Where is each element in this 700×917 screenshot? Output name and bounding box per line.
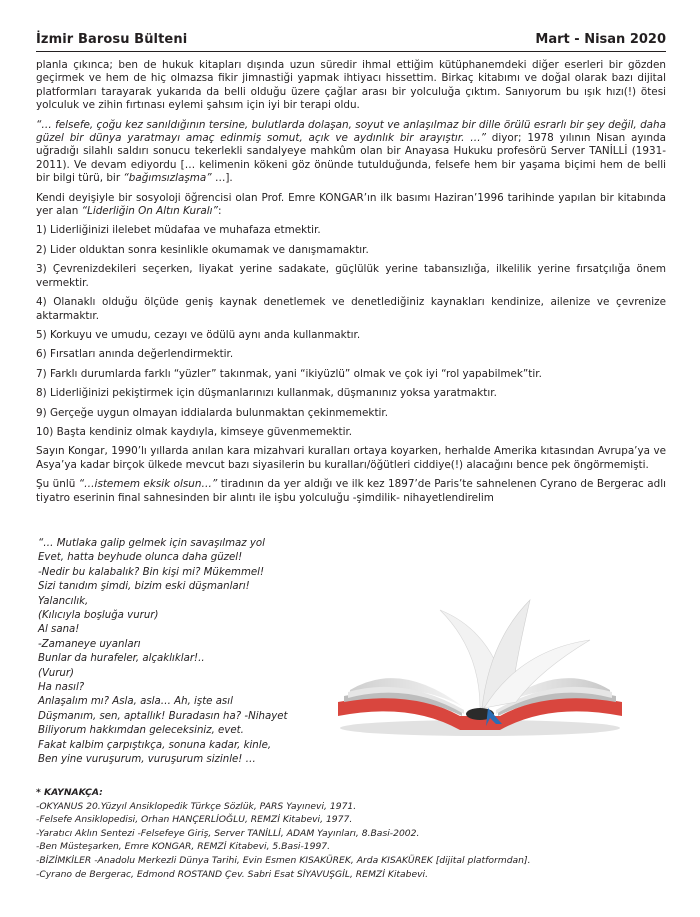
rule-item: 4) Olanaklı olduğu ölçüde geniş kaynak denetlemek ve denetlediğiniz kaynakları kendinize, ailenize ve çevrenize aktarmaktır. [36,296,666,322]
paragraph-cyrano [36,478,666,505]
reference-item: -Felsefe Ansiklopedisi, Orhan HANÇERLİOĞLU, REMZİ Kitabevi, 1977. [36,814,353,826]
reference-item: -Cyrano de Bergerac, Edmond ROSTAND Çev. Sabri Esat SİYAVUŞGİL, REMZİ Kitabevi. [36,868,429,880]
reference-item: -Ben Müsteşarken, Emre KONGAR, REMZİ Kitabevi, 5.Basi-1997. [36,841,331,853]
paragraph-tanilli-end: …]. [211,172,233,185]
poem-line: Düşmanım, sen, aptallık! Buradasın ha? -Nihayet [38,710,288,722]
publication-title: İzmir Barosu Bülteni [36,32,188,47]
poem-line: Sizi tanıdım şimdi, bizim eski düşmanları! [38,581,250,593]
rule-item: 8) Liderliğinizi pekiştirmek için düşmanlarınızı kullanmak, düşmanınız yoksa yaratmaktır. [36,387,497,400]
cyrano-quote: “…istemem eksik olsun…” [78,478,218,491]
rule-item: 5) Korkuyu ve umudu, cezayı ve ödülü aynı anda kullanmaktır. [36,328,361,341]
poem-line: Fakat kalbim çarpıştıkça, sonuna kadar, kinle, [38,739,272,751]
poem-line: Bunlar da hurafeler, alçaklıklar!.. [38,653,205,665]
poem-line: “… Mutlaka galip gelmek için savaşılmaz yol [38,538,265,549]
poem-line: (Kılıcıyla boşluğa vurur) [38,610,159,622]
independence-quote: “bağımsızlaşma” [123,172,212,185]
article-body [36,59,666,511]
paragraph-intro: planla çıkınca; ben de hukuk kitapları dışında uzun süredir ihmal ettiğim kütüphanemdeki diğer eserleri bir gözden geçirmek ve hem de hiç olmazsa fikir jimnastiği yapmak ihtiyacı hissettim. Birkaç kitabımı ve doğal olarak bazı dijital platformları tarayarak yukarıda da belli olduğu üzere çağlar arası bir yolculuğa çıktım. Sanıyorum bu ışık hızı(!) ötesi yolculuk ve zihin fırtınası eylemi şahsım için iyi bir terapi oldu. [36,59,666,112]
reference-item: -OKYANUS 20.Yüzyıl Ansiklopedik Türkçe Sözlük, PARS Yayınevi, 1971. [36,800,357,812]
references-heading: * KAYNAKÇA: [36,787,103,798]
references [36,786,636,881]
poem-line: Yalancılık, [38,595,89,607]
poem-line: -Nedir bu kalabalık? Bin kişi mi? Mükemmel! [38,566,265,578]
open-book-illustration [330,590,630,740]
reference-item: -BİZİMKİLER -Anadolu Merkezli Dünya Tarihi, Evin Esmen KISAKÜREK, Arda KISAKÜREK [dijital platformdan]. [36,854,531,866]
paragraph-tanilli [36,119,666,186]
golden-rules-title: “Liderliğin On Altın Kuralı” [81,205,218,218]
rule-item: 2) Lider olduktan sonra kesinlikle okumamak ve danışmamaktır. [36,243,369,256]
rule-item: 7) Farklı durumlarda farklı “yüzler” takınmak, yani “ikiyüzlü” olmak ve çok iyi “rol yapabilmek”tir. [36,367,542,380]
poem-line: (Vurur) [38,667,75,679]
paragraph-cyrano-text: Şu ünlü [36,478,79,491]
page-header [36,32,666,52]
rule-item: 10) Başta kendiniz olmak kaydıyla, kimseye güvenmemektir. [36,425,353,438]
paragraph-kongar-text: Kendi deyişiyle bir sosyoloji öğrencisi olan Prof. Emre KONGAR’ın ilk basımı Haziran’1996 tarihinde yapılan bir kitabında yer alan [36,191,666,218]
poem-line: Ben yine vuruşurum, vuruşurum sizinle! … [38,754,256,766]
poem-line: Anlaşalım mı? Asla, asla… Ah, işte asıl [38,696,233,708]
rule-item: 3) Çevrenizdekileri seçerken, liyakat yerine sadakate, güçlülük yerine tabansızlığa, ilkelilik yerine fırsatçılığa önem vermektir. [36,263,666,289]
rule-item: 6) Fırsatları anında değerlendirmektir. [36,348,234,361]
issue-date: Mart - Nisan 2020 [535,32,666,47]
rule-item: 1) Liderliğinizi ilelebet müdafaa ve muhafaza etmektir. [36,224,321,237]
header-divider [36,51,666,52]
poem-line: Al sana! [38,624,80,636]
reference-item: -Yaratıcı Aklın Sentezi -Felsefeye Giriş, Server TANİLLİ, ADAM Yayınları, 8.Basi-2002. [36,827,420,839]
rule-item: 9) Gerçeğe uygun olmayan iddialarda bulunmaktan çekinmemektir. [36,406,389,419]
paragraph-cyrano-end: tiradının da yer aldığı ve ilk kez 1897’de Paris’te sahnelenen Cyrano de Bergerac adlı tiyatro eserinin final sahnesinden bir alıntı ile işbu yolculuğu -şimdilik- nihayetlendirelim [36,478,666,504]
poem-line: Biliyorum hakkımdan geleceksiniz, evet. [38,725,244,737]
paragraph-kongar [36,192,666,219]
paragraph-tanilli-text: diyor; 1978 yılının Nisan ayında uğradığı silahlı saldırı sonucu tekerlekli sandalyeye mahkûm olan bir Anayasa Hukuku profesörü Server TANİLLİ (1931-2011). Ve devam ediyordu [… kelimenin kökeni göz önünde tutulduğunda, felsefe hem bir yaşama biçimi hem de belli bir bilgi türü, bir [36,132,666,185]
poem-line: Ha nasıl? [38,682,85,694]
poem-line: Evet, hatta beyhude olunca daha güzel! [38,552,243,564]
poem-excerpt [38,537,338,768]
paragraph-kongar-end: : [217,205,222,218]
philosophy-quote: “… felsefe, çoğu kez sanıldığının tersine, bulutlarda dolaşan, soyut ve anlaşılmaz bir dille örülü esrarlı bir şey değil, daha güzel bir dünya yaratmayı amaç edinmiş somut, açık ve aydınlık bir arayıştır. …” [36,118,666,145]
paragraph-comment: Sayın Kongar, 1990’lı yıllarda anılan kara mizahvari kuralları ortaya koyarken, herhalde Amerika kıtasından Avrupa’ya ve Asya’ya kadar birçok ülkede mevcut bazı siyasilerin bu kuralları/öğütleri ciddiye(!) alacağını bence pek öngörmemişti. [36,445,666,471]
poem-line: -Zamaneye uyanları [38,638,141,650]
